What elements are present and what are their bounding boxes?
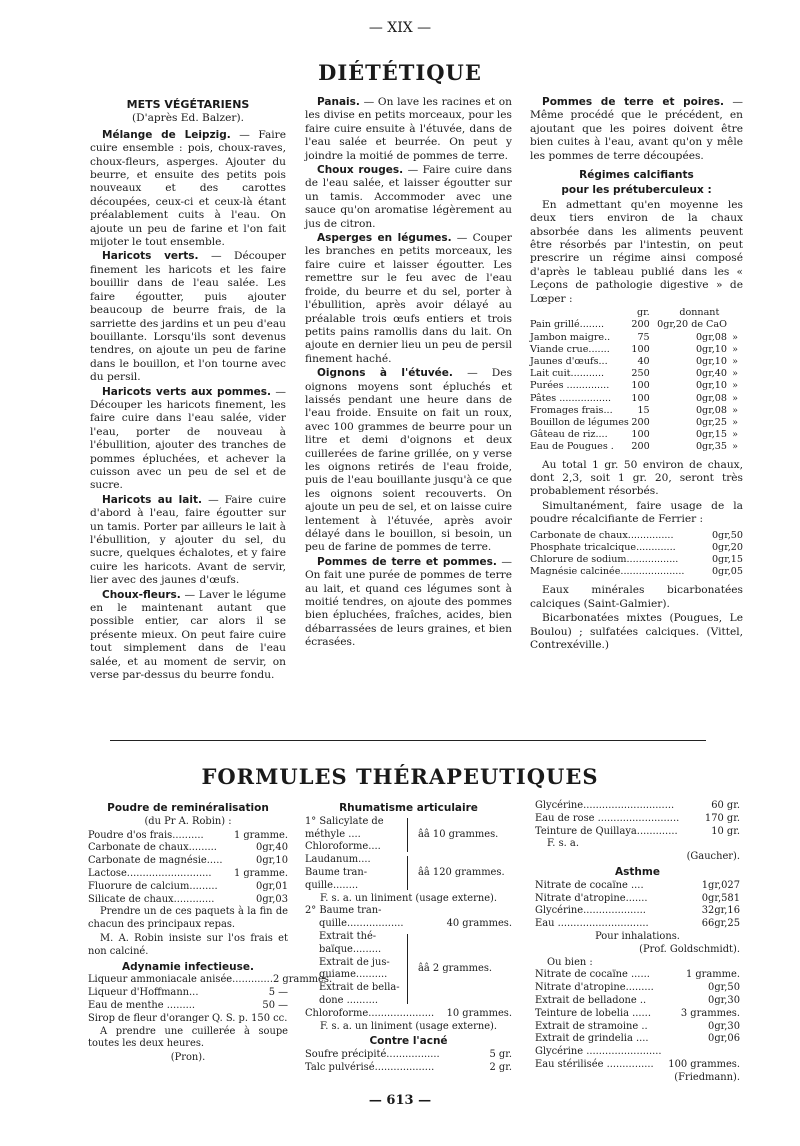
recipe-entry <box>90 589 286 683</box>
total-paragraph: Au total 1 gr. 50 environ de chaux, dont 2,3, soit 1 gr. 20, seront très probablement résorbés. <box>530 458 743 498</box>
table-row <box>530 566 743 578</box>
table-cell-item: Viande crue....... <box>530 343 610 355</box>
table-row <box>530 530 743 542</box>
signature-gaucher: (Gaucher). <box>686 851 740 863</box>
baume-line: quille.................. 40 grammes. <box>319 918 512 930</box>
formula-line <box>535 1021 740 1034</box>
table-cell-item: Chlorure de sodium................. <box>530 553 679 565</box>
formula-line <box>535 905 740 918</box>
table-row <box>530 554 743 566</box>
table-cell-ditto: » <box>732 416 738 428</box>
formula-line <box>535 995 740 1008</box>
recipe-title: Oignons à l'étuvée. <box>317 367 453 380</box>
formula-ingredient: Laudanum.... <box>305 854 371 866</box>
formula-quantity: 0gr,01 <box>256 880 288 892</box>
ferrier-table <box>530 530 743 579</box>
table-cell-value: 0gr,10 <box>695 343 727 355</box>
formula-ingredient: Teinture de Quillaya............. <box>535 825 678 837</box>
formula-line <box>535 1059 740 1072</box>
table-cell-item: Phosphate tricalcique............. <box>530 541 676 553</box>
table-header-donnant: donnant <box>679 307 720 319</box>
recipe-text: — Couper les branches en petits morceaux, les faire cuire et laisser égoutter. Les remettre sur le feu avec de l'eau froide, du beurre et du sel, porter à l'ébullition, après avoir délayé au préalable trois œufs entiers et trois petits pains ramollis dans du lait. On ajoute en dernier lieu un peu de persil finement haché. <box>305 232 512 365</box>
table-cell-item: Pâtes ................. <box>530 392 612 404</box>
table-row <box>530 417 743 429</box>
formula-ingredient: Eau ............................. <box>535 918 649 930</box>
table-row <box>530 380 743 392</box>
table-row <box>530 542 743 554</box>
formula-ingredient: Liqueur ammoniacale anisée............. <box>88 974 273 986</box>
formula-ingredient: Lactose........................... <box>88 867 212 879</box>
formula-quantity: 170 gr. <box>704 812 740 824</box>
table-cell-grams: 40 <box>637 355 650 367</box>
dietetique-column-1 <box>90 96 286 683</box>
table-row <box>530 319 743 331</box>
formula-ingredient: Glycérine............................. <box>535 800 675 811</box>
formula-quantity: 5 — <box>268 987 288 999</box>
recipe-entry <box>305 367 512 555</box>
formula-ingredient: Carbonate de magnésie..... <box>88 855 223 867</box>
recipe-entry <box>305 556 512 650</box>
regimes-heading: Régimes calcifiants <box>579 169 694 182</box>
formula-quantity: 1 gramme. <box>233 829 288 841</box>
formula-ingredient: Carbonate de chaux......... <box>88 842 217 854</box>
table-cell-ditto <box>727 319 743 331</box>
eaux-mixtes: Bicarbonatées mixtes (Pougues, Le Boulou) ; sulfatées calciques. (Vittel, Contrexéville.) <box>530 612 743 651</box>
recipe-title: Mélange de Leipzig. <box>102 128 231 141</box>
recipe-title: Haricots verts aux pommes. <box>102 385 272 398</box>
formula-quantity: 0gr,581 <box>701 892 740 904</box>
table-row <box>530 393 743 405</box>
formula-ingredient: Glycérine ........................ <box>535 1046 662 1058</box>
formula-quantity: 1 gramme. <box>685 969 740 981</box>
recipe-entry <box>90 129 286 250</box>
formula-ingredient: Extrait de belladone .. <box>535 994 647 1006</box>
table-cell-ditto: » <box>732 331 738 343</box>
mets-vegetariens-entries <box>90 129 286 683</box>
recipe-title: Choux rouges. <box>317 164 404 177</box>
asthme-alt-lines <box>535 969 740 1071</box>
table-cell-grams: 100 <box>631 343 650 355</box>
table-cell-value: 0gr,35 <box>695 441 727 453</box>
poudre-lines <box>88 830 288 907</box>
mets-vegetariens-heading: METS VÉGÉTARIENS <box>126 98 250 111</box>
dietetique-column-2 <box>305 96 512 651</box>
formula-ingredient: quille........ <box>305 879 359 891</box>
table-cell-ditto: » <box>732 404 738 416</box>
table-cell-item: Magnésie calcinée..................... <box>530 566 685 578</box>
table-cell-item: Jambon maigre.. <box>530 331 611 343</box>
legumes-entries <box>305 96 512 650</box>
table-cell-grams: 250 <box>631 368 650 380</box>
formula-line <box>88 894 288 907</box>
fsa-liniment-2: F. s. a. un liniment (usage externe). <box>319 1020 498 1032</box>
formula-ingredient: done .......... <box>319 994 378 1006</box>
table-cell-ditto: » <box>732 343 738 355</box>
formula-ingredient: méthyle .... <box>305 828 361 840</box>
recipe-text: — Laver le légume en le maintenant autant que possible entier, car alors il se présente mieux. On peut faire cuire tout simplement dans de l'eau salée, et au moment de servir, on verse par-dessus du beurre fondu. <box>90 588 286 682</box>
table-cell-item: Pain grillé........ <box>530 319 605 331</box>
eaux-calciques: Eaux minérales bicarbonatées calciques (Saint-Galmier). <box>530 584 743 610</box>
formula-line <box>535 918 740 931</box>
poudre-heading: Poudre de reminéralisation <box>107 802 269 814</box>
recipe-text: — On lave les racines et on les divise en petits morceaux, pour les faire cuire ensuite à l'étuvée, dans de l'eau salée et beurrée. On peut y joindre la moitié de pommes de terre. <box>305 96 512 162</box>
signature-goldschmidt: (Prof. Goldschmidt). <box>639 943 740 955</box>
table-cell-ditto: » <box>732 392 738 404</box>
formula-ingredient: Nitrate de cocaïne .... <box>535 879 644 891</box>
asthme-lines <box>535 880 740 931</box>
table-cell-value: 0gr,10 <box>695 355 727 367</box>
formula-quantity: 50 — <box>262 999 288 1011</box>
formula-line <box>88 974 333 987</box>
table-cell-value: 0gr,08 <box>695 404 727 416</box>
table-cell-grams: 15 <box>637 404 650 416</box>
formula-line <box>88 987 288 1000</box>
dietetique-title: DIÉTÉTIQUE <box>318 60 482 85</box>
formula-line <box>535 826 740 839</box>
table-cell-item: Jaunes d'œufs... <box>530 355 608 367</box>
recipe-text: — Faire cuire ensemble : pois, choux-raves, choux-fleurs, asperges. Ajouter du beurre, et ensuite des petits pois nouveaux et des carottes découpées, ceux-ci et ceux-là étant préalablement cuits à l'eau. On ajoute un peu de farine et l'on fait mijoter le tout ensemble. <box>90 128 286 249</box>
formula-line <box>535 880 740 893</box>
formula-quantity: 1gr,027 <box>701 879 740 891</box>
formula-quantity: 0gr,30 <box>708 1020 740 1032</box>
table-cell-value: 0gr,15 <box>711 553 743 565</box>
fsa-line: F. s. a. <box>547 838 579 850</box>
formula-line <box>535 982 740 995</box>
formula-ingredient: Silicate de chaux............. <box>88 893 215 905</box>
poudre-source: (du Pr A. Robin) : <box>144 815 232 827</box>
recipe-text: — Faire cuire d'abord à l'eau, faire égoutter sur un tamis. Porter par ailleurs le lait à l'ébullition, y ajouter du sel, du sucre, quelques échalotes, et y faire cuire les haricots. Avant de servir, lier avec des jaunes d'œufs. <box>90 493 287 587</box>
formula-ingredient: Extrait de jus- <box>319 956 390 968</box>
table-row <box>530 344 743 356</box>
adynamie-lines <box>88 974 333 1012</box>
table-cell-grams: 200 <box>631 416 650 428</box>
inhalations-line: Pour inhalations. <box>595 930 680 942</box>
table-cell-grams: 200 <box>631 441 650 453</box>
table-row <box>530 429 743 441</box>
recipe-entry <box>305 164 512 231</box>
recipe-text: — Découper les haricots finement, les faire cuire dans l'eau salée, vider l'eau, porter de nouveau à l'ébullition, ajouter des tranches de pommes épluchées, et achever la cuisson avec un peu de sel et de sucre. <box>90 385 286 492</box>
group-salicylate: 1° Salicylate de méthyle .... Chloroforme.... ââ 10 grammes. <box>305 815 499 853</box>
group-extraits: Extrait thé- baïque......... Extrait de jus- quiame.......... Extrait de bella- done .......... ââ 2 grammes. <box>319 930 493 1006</box>
asthme-heading: Asthme <box>615 865 660 878</box>
formula-ingredient: Chloroforme.... <box>305 841 381 853</box>
recipe-entry: Pommes de terre et poires. — Même procédé que le précédent, en ajoutant que les poires doivent être bien cuites à l'eau, avant qu'on y mêle les pommes de terre découpées. <box>530 96 743 162</box>
talc-line: Talc pulvérisé................... 2 gr. <box>305 1061 512 1073</box>
formula-ingredient: Extrait de bella- <box>319 982 400 994</box>
table-cell-value: 0gr,10 <box>695 380 727 392</box>
table-header-gr: gr. <box>636 307 650 319</box>
formula-ingredient: Eau de menthe ......... <box>88 999 196 1011</box>
formula-line <box>535 1033 740 1046</box>
regimes-intro: En admettant qu'en moyenne les deux tiers environ de la chaux absorbée dans les aliments peuvent être résorbés par l'intestin, on peut prescrire un régime ainsi composé d'après le tableau publié dans les « Leçons de pathologie digestive » de Lœper : <box>530 198 743 305</box>
formula-quantity: 0gr,10 <box>256 855 288 867</box>
recipe-title: Haricots au lait. <box>102 493 202 506</box>
formula-line <box>88 868 288 881</box>
formules-column-2: Rhumatisme articulaire 1° Salicylate de méthyle .... Chloroforme.... ââ 10 grammes. Laudanum.... Baume tran- quille........ ââ 120 grammes. F. s. a. un liniment (usage externe). 2° Baume tran- quille.................. 40 grammes. Extrait thé- baïque......... Extrait de jus- quiame.......... Extrait de bella- done .......... ââ 2 grammes. Chloroforme..................... 10 grammes. F. s. a. un liniment (usage externe). Contre l'acné Soufre précipité................. 5 gr. Talc pulvérisé................... 2 gr. <box>305 802 512 1073</box>
table-cell-item: Eau de Pougues . <box>530 441 614 453</box>
sirop-line: Sirop de fleur d'oranger Q. S. p. 150 cc. <box>88 1012 288 1024</box>
recipe-entry <box>90 386 286 493</box>
formula-ingredient: Eau stérilisée ............... <box>535 1058 654 1070</box>
table-cell-ditto: » <box>732 429 738 441</box>
formula-line <box>88 855 288 868</box>
ou-bien-line: Ou bien : <box>547 956 593 968</box>
formula-quantity: 100 grammes. <box>668 1058 740 1070</box>
table-cell-ditto: » <box>732 368 738 380</box>
mets-vegetariens-source: (D'après Ed. Balzer). <box>132 112 244 125</box>
formula-line <box>88 830 288 843</box>
table-cell-ditto: » <box>732 380 738 392</box>
adynamie-heading: Adynamie infectieuse. <box>122 960 254 973</box>
table-row <box>530 332 743 344</box>
table-cell-grams: 100 <box>631 429 650 441</box>
recipe-entry <box>90 250 286 384</box>
table-cell-value: 0gr,05 <box>711 566 743 578</box>
formula-ingredient: Poudre d'os frais.......... <box>88 829 204 841</box>
table-cell-item: Carbonate de chaux............... <box>530 529 674 541</box>
formula-quantity: 3 grammes. <box>680 1007 740 1019</box>
formula-quantity: 0gr,50 <box>708 982 740 994</box>
table-cell-ditto: » <box>732 355 738 367</box>
formula-ingredient: Extrait de stramoine .. <box>535 1020 648 1032</box>
table-cell-value: 0gr,25 <box>695 416 727 428</box>
recipe-title: Haricots verts. <box>102 250 199 263</box>
ferrier-paragraph: Simultanément, faire usage de la poudre récalcifiante de Ferrier : <box>530 499 743 526</box>
formules-column-3 <box>535 800 740 1085</box>
formula-quantity: 2 grammes. <box>272 974 333 986</box>
formula-line <box>535 813 740 826</box>
formula-line <box>535 969 740 982</box>
poudre-note: M. A. Robin insiste sur l'os frais et non calciné. <box>88 932 288 957</box>
regimes-subheading: pour les prétuberculeux : <box>561 184 712 197</box>
recipe-title: Panais. <box>317 96 360 108</box>
table-cell-value: 0gr,08 <box>695 331 727 343</box>
formula-quantity: 60 gr. <box>711 800 740 811</box>
signature-friedmann: (Friedmann). <box>674 1071 740 1083</box>
poudre-instruction: Prendre un de ces paquets à la fin de chacun des principaux repas. <box>88 906 288 931</box>
fsa-liniment-1: F. s. a. un liniment (usage externe). <box>319 892 498 904</box>
formula-ingredient: Teinture de lobelia ...... <box>535 1007 651 1019</box>
formula-quantity: 66gr,25 <box>701 918 740 930</box>
table-cell-ditto: » <box>732 441 738 453</box>
adynamie-instruction: A prendre une cuillerée à soupe toutes les deux heures. <box>88 1025 288 1050</box>
table-cell-grams: 75 <box>637 331 650 343</box>
formula-ingredient: Baume tran- <box>305 866 368 878</box>
section-divider <box>110 740 706 741</box>
recipe-text: — Découper finement les haricots et les faire bouillir dans de l'eau salée. Les faire égoutter, puis ajouter beaucoup de beurre frais, de la sarriette des jardins et un peu d'eau bouillante. Lorsqu'ils sont devenus tendres, on ajoute un peu de farine dans le bouillon, et l'on tourne avec du persil. <box>90 250 286 384</box>
formula-line <box>88 1000 288 1013</box>
group-laudanum: Laudanum.... Baume tran- quille........ ââ 120 grammes. <box>305 854 505 891</box>
formula-ingredient: Nitrate d'atropine......... <box>535 982 654 994</box>
table-cell-item: Purées .............. <box>530 380 610 392</box>
signature-pron: (Pron). <box>170 1052 206 1064</box>
table-cell-value: 0gr,08 <box>695 392 727 404</box>
page-number: — 613 — <box>368 1093 432 1108</box>
formula-ingredient: quiame.......... <box>319 969 388 981</box>
table-cell-grams: 200 <box>631 319 650 331</box>
recipe-title: Asperges en légumes. <box>317 232 452 245</box>
running-head: — XIX — <box>368 20 432 36</box>
formula-ingredient: Nitrate d'atropine....... <box>535 892 648 904</box>
table-cell-value: 0gr,50 <box>711 529 743 541</box>
soufre-line: Soufre précipité................. 5 gr. <box>305 1049 512 1061</box>
formula-ingredient: Eau de rose .......................... <box>535 812 680 824</box>
formula-ingredient: Nitrate de cocaïne ...... <box>535 969 650 981</box>
formula-ingredient: baïque......... <box>319 943 382 955</box>
table-cell-value: 0gr,20 <box>711 541 743 553</box>
recipe-title: Choux-fleurs. <box>102 588 181 601</box>
formula-ingredient: Liqueur d'Hoffmann... <box>88 987 199 999</box>
recipe-text: — On fait une purée de pommes de terre au lait, et quand ces légumes sont à moitié tendres, on ajoute des pommes bien épluchées, fraîches, acides, bien débarrassées de leurs graines, et bien écrasées. <box>305 555 512 649</box>
formula-line <box>88 881 288 894</box>
formula-quantity: 0gr,30 <box>708 994 740 1006</box>
formula-ingredient: Glycérine.................... <box>535 905 646 917</box>
table-row <box>530 405 743 417</box>
table-cell-grams: 100 <box>631 392 650 404</box>
acne-heading: Contre l'acné <box>369 1035 448 1048</box>
table-row <box>530 356 743 368</box>
table-cell-item: Fromages frais... <box>530 404 613 416</box>
formula-ingredient: Fluorure de calcium......... <box>88 880 218 892</box>
formula-line <box>535 800 740 813</box>
formula-quantity: 0gr,40 <box>256 842 288 854</box>
recipe-entry <box>90 494 286 588</box>
dietetique-column-3 <box>530 96 743 653</box>
formules-title: FORMULES THÉRAPEUTIQUES <box>201 764 599 789</box>
formula-ingredient: Extrait de grindelia .... <box>535 1033 649 1045</box>
chloroforme-line: Chloroforme..................... 10 grammes. <box>305 1007 512 1019</box>
formula-line <box>88 842 288 855</box>
formula-quantity: 0gr,06 <box>708 1033 740 1045</box>
table-row <box>530 368 743 380</box>
recipe-text: — Faire cuire dans de l'eau salée, et laisser égoutter sur un tamis. Accommoder avec une sauce qu'on aromatise légèrement au jus de citron. <box>305 164 512 230</box>
recipe-text: — Des oignons moyens sont épluchés et laissés pendant une heure dans de l'eau froide. Ensuite on fait un roux, avec 100 grammes de beurre pour un litre et demi d'oignons et deux cuillerées de farine grillée, on y verse les oignons retirés de l'eau froide, puis de l'eau bouillante jusqu'à ce que les oignons soient recouverts. On ajoute un peu de sel, et on laisse cuire lentement à l'étuvée, après avoir délayé dans le bouillon, si besoin, un peu de farine de pommes de terre. <box>305 367 513 554</box>
calcium-table <box>530 307 743 453</box>
table-cell-item: Gâteau de riz.... <box>530 429 608 441</box>
formula-ingredient: 1° Salicylate de <box>305 815 384 827</box>
formula-line <box>535 1008 740 1021</box>
formula-quantity: 10 gr. <box>711 825 740 837</box>
formula-quantity: 32gr,16 <box>701 905 740 917</box>
recipe-title: Pommes de terre et pommes. <box>317 555 497 568</box>
table-cell-value: 0gr,20 de CaO <box>657 319 727 331</box>
table-cell-item: Lait cuit........... <box>530 368 605 380</box>
table-cell-value: 0gr,40 <box>695 368 727 380</box>
formula-ingredient: Extrait thé- <box>319 930 377 942</box>
recipe-entry <box>305 96 512 163</box>
table-cell-item: Bouillon de légumes <box>530 416 629 428</box>
formula-line <box>535 1046 740 1059</box>
formula-quantity: 0gr,03 <box>256 893 288 905</box>
table-row <box>530 441 743 453</box>
formula-quantity: 1 gramme. <box>233 867 288 879</box>
table-cell-grams: 100 <box>631 380 650 392</box>
acne-lotion-lines <box>535 800 740 838</box>
formula-line <box>535 893 740 906</box>
recipe-entry <box>305 232 512 366</box>
table-cell-value: 0gr,15 <box>695 429 727 441</box>
rhumatisme-heading: Rhumatisme articulaire <box>339 802 478 814</box>
